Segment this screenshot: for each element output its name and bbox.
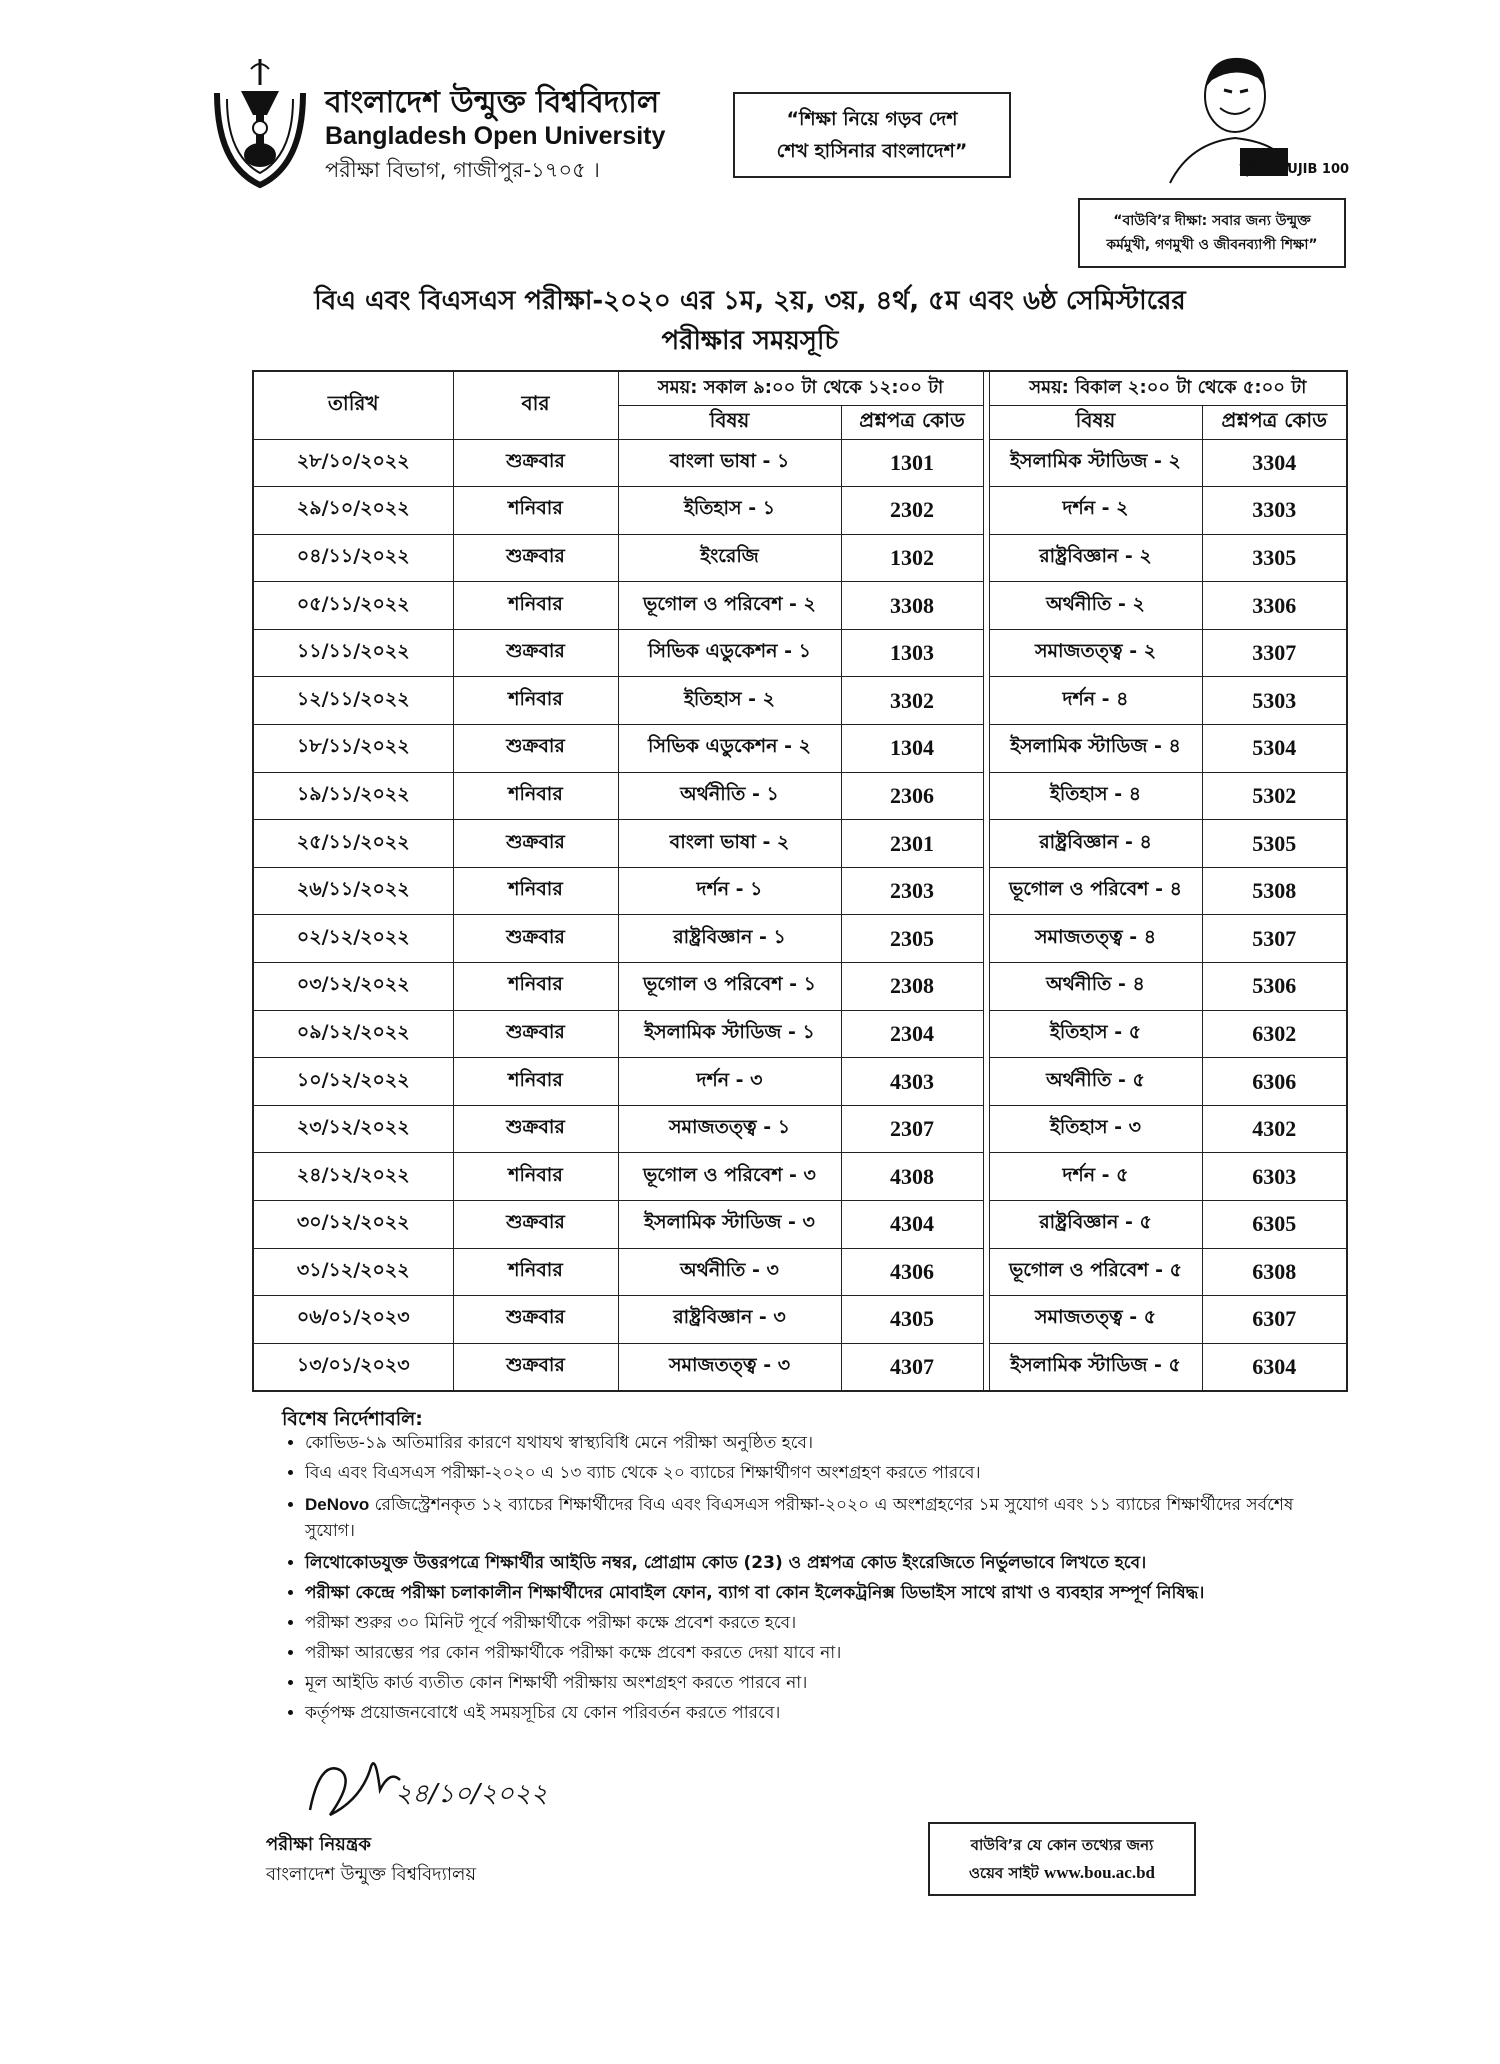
department-address: পরীক্ষা বিভাগ, গাজীপুর-১৭০৫ ।: [325, 158, 600, 182]
row-afternoon-code: 6308: [1202, 1248, 1347, 1296]
instruction-item: • কর্তৃপক্ষ প্রয়োজনবোধে এই সময়সূচির যে কোন পরিবর্তন করতে পারবে।: [305, 1698, 1305, 1728]
row-date: ১৯/১১/২০২২: [253, 772, 453, 820]
row-afternoon-code: 5307: [1202, 915, 1347, 963]
row-morning-code: 2302: [841, 487, 983, 535]
row-day: শনিবার: [453, 1058, 618, 1106]
controller-university: বাংলাদেশ উন্মুক্ত বিশ্ববিদ্যালয়: [266, 1864, 477, 1885]
header-morning-code: প্রশ্নপত্র কোড: [841, 405, 983, 439]
row-day: শুক্রবার: [453, 1105, 618, 1153]
slogan-box: [733, 92, 1011, 178]
row-morning-code: 3308: [841, 582, 983, 630]
row-morning-code: 4307: [841, 1343, 983, 1391]
row-afternoon-subject: দর্শন - ৪: [989, 677, 1202, 725]
row-date: ২৩/১২/২০২২: [253, 1105, 453, 1153]
instruction-text: রেজিস্ট্রেশনকৃত ১২ ব্যাচের শিক্ষার্থীদের বিএ এবং বিএসএস পরীক্ষা-২০২০ এ অংশগ্রহণের ১ম সুযোগ এবং ১১ ব্যাচের শিক্ষার্থীদের সর্বশেষ সুযোগ।: [305, 1495, 1294, 1541]
row-date: ০২/১২/২০২২: [253, 915, 453, 963]
schedule-title: বিএ এবং বিএসএস পরীক্ষা-২০২০ এর ১ম, ২য়, ৩য়, ৪র্থ, ৫ম এবং ৬ষ্ঠ সেমিস্টারের: [314, 286, 1186, 316]
row-afternoon-subject: ইতিহাস - ৪: [989, 772, 1202, 820]
row-morning-subject: সমাজতত্ত্ব - ৩: [618, 1343, 841, 1391]
header-morning-session: সময়: সকাল ৯:০০ টা থেকে ১২:০০ টা: [618, 371, 983, 405]
row-afternoon-code: 6306: [1202, 1058, 1347, 1106]
row-morning-code: 2308: [841, 963, 983, 1011]
table-row: [253, 963, 1347, 1011]
row-date: ০৪/১১/২০২২: [253, 534, 453, 582]
row-date: ০৬/০১/২০২৩: [253, 1296, 453, 1344]
row-day: শনিবার: [453, 1153, 618, 1201]
motto-line-1: “বাউবি’র দীক্ষা: সবার জন্য উন্মুক্ত: [1113, 213, 1311, 229]
signature-date: ২৪/১০/২০২২: [395, 1779, 548, 1809]
instruction-item: • বিএ এবং বিএসএস পরীক্ষা-২০২০ এ ১৩ ব্যাচ থেকে ২০ ব্যাচের শিক্ষার্থীগণ অংশগ্রহণ করতে পারবে।: [305, 1458, 1305, 1488]
row-morning-subject: সিভিক এডুকেশন - ২: [618, 725, 841, 773]
row-date: ১৩/০১/২০২৩: [253, 1343, 453, 1391]
row-morning-code: 1302: [841, 534, 983, 582]
instruction-item: • পরীক্ষা কেন্দ্রে পরীক্ষা চলাকালীন শিক্ষার্থীদের মোবাইল ফোন, ব্যাগ বা কোন ইলেকট্রনিক্স ডিভাইস সাথে রাখা ও ব্যবহার সম্পূর্ণ নিষিদ্ধ।: [305, 1578, 1305, 1608]
row-afternoon-code: 5305: [1202, 820, 1347, 868]
row-afternoon-subject: ইসলামিক স্টাডিজ - ৫: [989, 1343, 1202, 1391]
header-afternoon-code: প্রশ্নপত্র কোড: [1202, 405, 1347, 439]
university-name-bangla: বাংলাদেশ উন্মুক্ত বিশ্ববিদ্যাল: [325, 85, 660, 120]
instruction-item: • পরীক্ষা শুরুর ৩০ মিনিট পূর্বে পরীক্ষার্থীকে পরীক্ষা কক্ষে প্রবেশ করতে হবে।: [305, 1608, 1305, 1638]
row-afternoon-subject: অর্থনীতি - ৫: [989, 1058, 1202, 1106]
row-morning-code: 2305: [841, 915, 983, 963]
row-date: ০৩/১২/২০২২: [253, 963, 453, 1011]
row-morning-code: 4305: [841, 1296, 983, 1344]
header-day: বার: [453, 371, 618, 439]
table-row: [253, 1248, 1347, 1296]
university-logo: [205, 55, 315, 195]
row-afternoon-code: 5302: [1202, 772, 1347, 820]
row-morning-code: 2304: [841, 1010, 983, 1058]
instruction-item: • পরীক্ষা আরম্ভের পর কোন পরীক্ষার্থীকে পরীক্ষা কক্ষে প্রবেশ করতে দেয়া যাবে না।: [305, 1638, 1305, 1668]
exam-controller-title: পরীক্ষা নিয়ন্ত্রক: [266, 1834, 371, 1855]
row-day: শনিবার: [453, 867, 618, 915]
schedule-rows: [253, 439, 1347, 1391]
row-date: ১৮/১১/২০২২: [253, 725, 453, 773]
row-morning-code: 1304: [841, 725, 983, 773]
denovo-label: DeNovo: [305, 1495, 370, 1514]
row-day: শুক্রবার: [453, 820, 618, 868]
table-row: [253, 725, 1347, 773]
row-day: শনিবার: [453, 1248, 618, 1296]
row-day: শনিবার: [453, 963, 618, 1011]
row-afternoon-subject: ইসলামিক স্টাডিজ - ৪: [989, 725, 1202, 773]
table-row: [253, 1343, 1347, 1391]
row-morning-subject: ইসলামিক স্টাডিজ - ৩: [618, 1201, 841, 1249]
table-row: [253, 867, 1347, 915]
instruction-item: [305, 1492, 1305, 1544]
row-day: শুক্রবার: [453, 1201, 618, 1249]
row-morning-code: 4306: [841, 1248, 983, 1296]
row-afternoon-subject: সমাজতত্ত্ব - ৪: [989, 915, 1202, 963]
row-afternoon-subject: অর্থনীতি - ৪: [989, 963, 1202, 1011]
row-afternoon-code: 6304: [1202, 1343, 1347, 1391]
table-row: [253, 487, 1347, 535]
mujib-100-text: মুজিব MUJIB 100: [1240, 162, 1350, 177]
row-morning-code: 1303: [841, 629, 983, 677]
row-day: শুক্রবার: [453, 629, 618, 677]
row-date: ২৮/১০/২০২২: [253, 439, 453, 487]
row-morning-code: 4303: [841, 1058, 983, 1106]
row-morning-subject: ভূগোল ও পরিবেশ - ২: [618, 582, 841, 630]
row-day: শুক্রবার: [453, 725, 618, 773]
table-row: [253, 534, 1347, 582]
row-morning-subject: অর্থনীতি - ৩: [618, 1248, 841, 1296]
header-date: তারিখ: [253, 371, 453, 439]
row-date: ১০/১২/২০২২: [253, 1058, 453, 1106]
row-afternoon-subject: সমাজতত্ত্ব - ৫: [989, 1296, 1202, 1344]
row-afternoon-code: 6305: [1202, 1201, 1347, 1249]
row-date: ০৫/১১/২০২২: [253, 582, 453, 630]
row-afternoon-subject: রাষ্ট্রবিজ্ঞান - ৪: [989, 820, 1202, 868]
row-day: শনিবার: [453, 582, 618, 630]
university-name-english: Bangladesh Open University: [325, 122, 666, 150]
row-day: শুক্রবার: [453, 439, 618, 487]
row-day: শনিবার: [453, 487, 618, 535]
row-day: শনিবার: [453, 677, 618, 725]
row-morning-code: 2301: [841, 820, 983, 868]
row-day: শুক্রবার: [453, 1010, 618, 1058]
website-link[interactable]: www.bou.ac.bd: [1043, 1863, 1155, 1882]
table-row: [253, 1153, 1347, 1201]
row-date: ১১/১১/২০২২: [253, 629, 453, 677]
row-afternoon-code: 3305: [1202, 534, 1347, 582]
row-afternoon-code: 3306: [1202, 582, 1347, 630]
header-morning-subject: বিষয়: [618, 405, 841, 439]
table-row: [253, 1201, 1347, 1249]
row-afternoon-code: 4302: [1202, 1105, 1347, 1153]
row-morning-subject: বাংলা ভাষা - ২: [618, 820, 841, 868]
row-day: শুক্রবার: [453, 534, 618, 582]
table-row: [253, 582, 1347, 630]
row-morning-subject: রাষ্ট্রবিজ্ঞান - ৩: [618, 1296, 841, 1344]
row-morning-subject: সমাজতত্ত্ব - ১: [618, 1105, 841, 1153]
row-morning-subject: দর্শন - ৩: [618, 1058, 841, 1106]
row-afternoon-subject: দর্শন - ২: [989, 487, 1202, 535]
row-afternoon-subject: ইতিহাস - ৩: [989, 1105, 1202, 1153]
row-date: ২৯/১০/২০২২: [253, 487, 453, 535]
row-morning-subject: ভূগোল ও পরিবেশ - ১: [618, 963, 841, 1011]
row-day: শুক্রবার: [453, 915, 618, 963]
website-label: ওয়েব সাইট: [969, 1864, 1039, 1882]
row-afternoon-code: 5306: [1202, 963, 1347, 1011]
table-row: [253, 1105, 1347, 1153]
table-row: [253, 772, 1347, 820]
row-afternoon-code: 6303: [1202, 1153, 1347, 1201]
row-afternoon-subject: অর্থনীতি - ২: [989, 582, 1202, 630]
row-morning-subject: ইতিহাস - ১: [618, 487, 841, 535]
table-row: [253, 915, 1347, 963]
row-morning-subject: অর্থনীতি - ১: [618, 772, 841, 820]
row-afternoon-subject: ভূগোল ও পরিবেশ - ৫: [989, 1248, 1202, 1296]
row-date: ৩০/১২/২০২২: [253, 1201, 453, 1249]
motto-line-2: কর্মমুখী, গণমুখী ও জীবনব্যাপী শিক্ষা”: [1106, 237, 1318, 253]
row-morning-code: 2303: [841, 867, 983, 915]
schedule-subtitle: পরীক্ষার সময়সূচি: [661, 326, 839, 356]
row-afternoon-code: 6307: [1202, 1296, 1347, 1344]
controller-signature: [300, 1740, 548, 1830]
row-date: ২৫/১১/২০২২: [253, 820, 453, 868]
row-morning-subject: রাষ্ট্রবিজ্ঞান - ১: [618, 915, 841, 963]
exam-schedule-table: [252, 370, 1348, 1392]
header-afternoon-subject: বিষয়: [989, 405, 1202, 439]
table-row: [253, 1296, 1347, 1344]
row-morning-code: 4308: [841, 1153, 983, 1201]
row-date: ১২/১১/২০২২: [253, 677, 453, 725]
row-afternoon-code: 6302: [1202, 1010, 1347, 1058]
instructions-list: [275, 1428, 1305, 1728]
row-afternoon-subject: ভূগোল ও পরিবেশ - ৪: [989, 867, 1202, 915]
row-afternoon-subject: রাষ্ট্রবিজ্ঞান - ৫: [989, 1201, 1202, 1249]
row-date: ০৯/১২/২০২২: [253, 1010, 453, 1058]
website-info-box: [928, 1822, 1196, 1896]
instructions-title: বিশেষ নির্দেশাবলি:: [282, 1408, 423, 1430]
instruction-item: • লিথোকোডযুক্ত উত্তরপত্রে শিক্ষার্থীর আইডি নম্বর, প্রোগ্রাম কোড (23) ও প্রশ্নপত্র কোড ইংরেজিতে নির্ভুলভাবে লিখতে হবে।: [305, 1548, 1305, 1578]
row-afternoon-subject: সমাজতত্ত্ব - ২: [989, 629, 1202, 677]
slogan-line-2: শেখ হাসিনার বাংলাদেশ”: [776, 140, 968, 162]
website-info-text: বাউবি’র যে কোন তথ্যের জন্য: [970, 1836, 1154, 1854]
table-row: [253, 629, 1347, 677]
row-day: শনিবার: [453, 772, 618, 820]
motto-box: [1078, 198, 1346, 268]
row-date: ৩১/১২/২০২২: [253, 1248, 453, 1296]
row-afternoon-code: 3307: [1202, 629, 1347, 677]
row-afternoon-code: 5303: [1202, 677, 1347, 725]
table-row: [253, 439, 1347, 487]
row-date: ২৬/১১/২০২২: [253, 867, 453, 915]
row-morning-code: 2307: [841, 1105, 983, 1153]
row-morning-subject: দর্শন - ১: [618, 867, 841, 915]
row-morning-subject: ইসলামিক স্টাডিজ - ১: [618, 1010, 841, 1058]
row-morning-code: 3302: [841, 677, 983, 725]
table-row: [253, 677, 1347, 725]
row-morning-code: 2306: [841, 772, 983, 820]
table-row: [253, 1010, 1347, 1058]
row-day: শুক্রবার: [453, 1343, 618, 1391]
row-afternoon-subject: রাষ্ট্রবিজ্ঞান - ২: [989, 534, 1202, 582]
slogan-line-1: “শিক্ষা নিয়ে গড়ব দেশ: [786, 108, 958, 130]
row-morning-code: 4304: [841, 1201, 983, 1249]
row-afternoon-code: 3303: [1202, 487, 1347, 535]
row-morning-subject: ভূগোল ও পরিবেশ - ৩: [618, 1153, 841, 1201]
row-morning-code: 1301: [841, 439, 983, 487]
instruction-item: • মূল আইডি কার্ড ব্যতীত কোন শিক্ষার্থী পরীক্ষায় অংশগ্রহণ করতে পারবে না।: [305, 1668, 1305, 1698]
row-morning-subject: বাংলা ভাষা - ১: [618, 439, 841, 487]
row-afternoon-code: 5308: [1202, 867, 1347, 915]
table-row: [253, 820, 1347, 868]
row-morning-subject: ইংরেজি: [618, 534, 841, 582]
table-row: [253, 1058, 1347, 1106]
row-afternoon-code: 5304: [1202, 725, 1347, 773]
row-afternoon-subject: ইতিহাস - ৫: [989, 1010, 1202, 1058]
row-morning-subject: ইতিহাস - ২: [618, 677, 841, 725]
row-date: ২৪/১২/২০২২: [253, 1153, 453, 1201]
row-afternoon-code: 3304: [1202, 439, 1347, 487]
header-afternoon-session: সময়: বিকাল ২:০০ টা থেকে ৫:০০ টা: [989, 371, 1347, 405]
row-afternoon-subject: দর্শন - ৫: [989, 1153, 1202, 1201]
instruction-item: • কোভিড-১৯ অতিমারির কারণে যথাযথ স্বাস্থ্যবিধি মেনে পরীক্ষা অনুষ্ঠিত হবে।: [305, 1428, 1305, 1458]
row-day: শুক্রবার: [453, 1296, 618, 1344]
row-morning-subject: সিভিক এডুকেশন - ১: [618, 629, 841, 677]
row-afternoon-subject: ইসলামিক স্টাডিজ - ২: [989, 439, 1202, 487]
